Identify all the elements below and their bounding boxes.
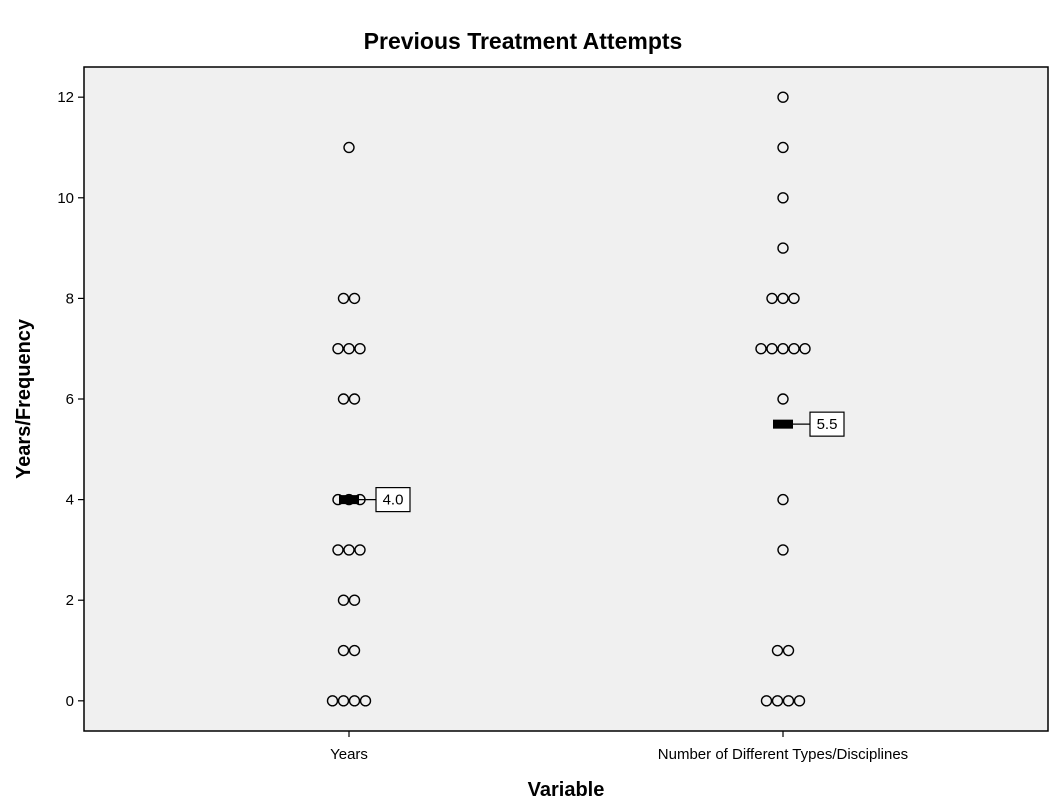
x-axis-label: Variable: [527, 779, 605, 801]
chart-title: Previous Treatment Attempts: [363, 28, 683, 54]
median-marker: [339, 495, 359, 504]
median-marker: [773, 420, 793, 429]
median-label: 4.0: [382, 491, 404, 509]
y-tick-label: 8: [65, 290, 74, 308]
y-tick-label: 2: [65, 592, 74, 610]
x-tick-label: Years: [330, 746, 368, 763]
y-tick-label: 0: [65, 692, 74, 710]
y-axis: [57, 89, 84, 710]
y-tick-label: 12: [57, 89, 74, 107]
x-tick-label: Number of Different Types/Disciplines: [657, 746, 909, 763]
y-tick-label: 10: [57, 189, 74, 207]
y-tick-label: 4: [65, 491, 74, 509]
y-tick-label: 6: [65, 391, 74, 408]
x-axis: [330, 731, 908, 763]
y-axis-label: Years/Frequency: [13, 318, 35, 480]
median-label: 5.5: [816, 416, 838, 434]
plot-area: [84, 67, 1048, 731]
